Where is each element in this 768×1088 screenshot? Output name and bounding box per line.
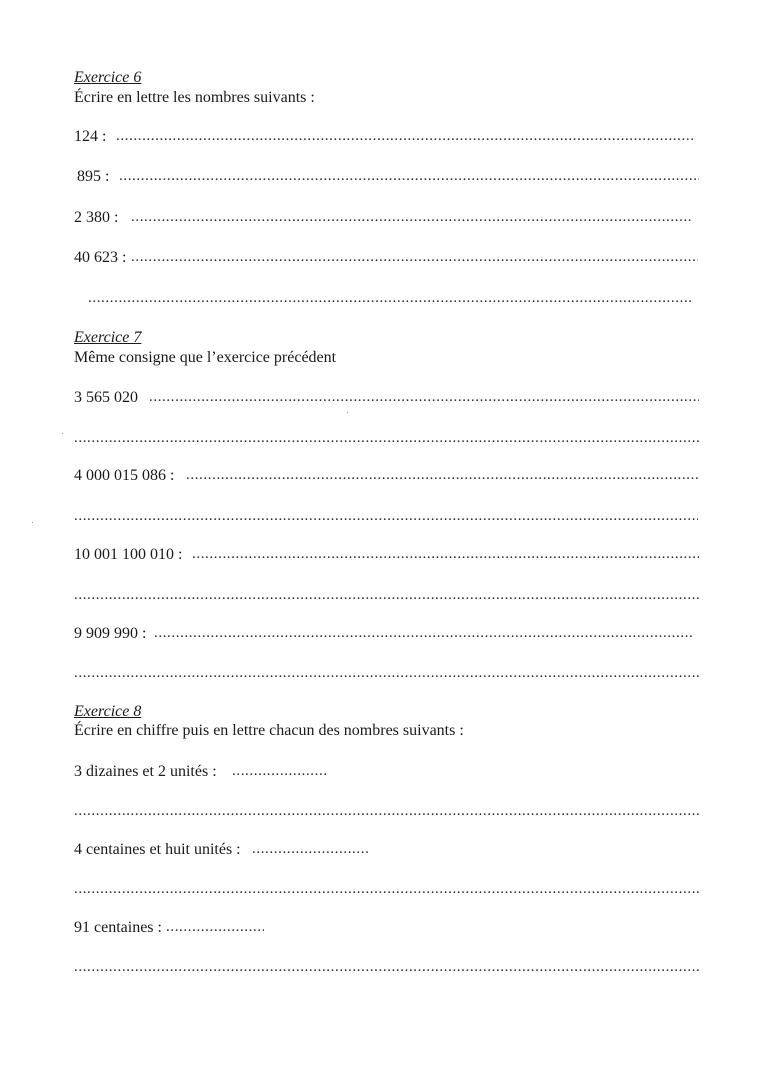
exercise-7-number-4: 9 909 990 : xyxy=(74,625,147,642)
answer-line-digits[interactable] xyxy=(232,761,328,781)
answer-line[interactable] xyxy=(131,247,698,267)
answer-line[interactable] xyxy=(74,585,699,605)
exercise-6-number-3: 2 380 : xyxy=(74,209,119,226)
exercise-7-number-2: 4 000 015 086 : xyxy=(74,467,175,484)
exercise-6-number-4: 40 623 : xyxy=(74,249,127,266)
exercise-8-item-2: 4 centaines et huit unités : xyxy=(74,841,241,858)
answer-line[interactable] xyxy=(74,663,699,683)
exercise-6-number-2: 895 : xyxy=(77,168,110,185)
answer-line[interactable] xyxy=(74,506,698,526)
answer-line[interactable] xyxy=(149,387,699,407)
answer-line[interactable] xyxy=(88,288,692,308)
exercise-7-number-1: 3 565 020 xyxy=(74,389,138,406)
answer-line-digits[interactable] xyxy=(252,839,370,859)
answer-line[interactable] xyxy=(154,623,694,643)
answer-line[interactable] xyxy=(186,465,698,485)
exercise-7-instruction: Même consigne que l’exercice précédent xyxy=(74,349,337,366)
exercise-8-instruction: Écrire en chiffre puis en lettre chacun des nombres suivants : xyxy=(74,722,464,739)
answer-line[interactable] xyxy=(116,126,694,146)
scan-speck xyxy=(62,433,63,434)
exercise-6-number-1: 124 : xyxy=(74,128,107,145)
exercise-6-title: Exercice 6 xyxy=(74,69,142,86)
exercise-8-item-1: 3 dizaines et 2 unités : xyxy=(74,763,217,780)
scan-speck xyxy=(347,412,348,413)
scan-speck xyxy=(32,522,33,523)
answer-line[interactable] xyxy=(74,428,699,448)
answer-line[interactable] xyxy=(131,207,691,227)
exercise-8-title: Exercice 8 xyxy=(74,703,142,720)
answer-line-digits[interactable] xyxy=(166,917,264,937)
answer-line[interactable] xyxy=(74,957,699,977)
exercise-7-number-3: 10 001 100 010 : xyxy=(74,546,183,563)
answer-line[interactable] xyxy=(74,879,699,899)
answer-line[interactable] xyxy=(74,801,699,821)
answer-line[interactable] xyxy=(119,166,699,186)
exercise-7-title: Exercice 7 xyxy=(74,329,142,346)
answer-line[interactable] xyxy=(192,544,699,564)
exercise-8-item-3: 91 centaines : xyxy=(74,919,162,936)
exercise-6-instruction: Écrire en lettre les nombres suivants : xyxy=(74,89,315,106)
